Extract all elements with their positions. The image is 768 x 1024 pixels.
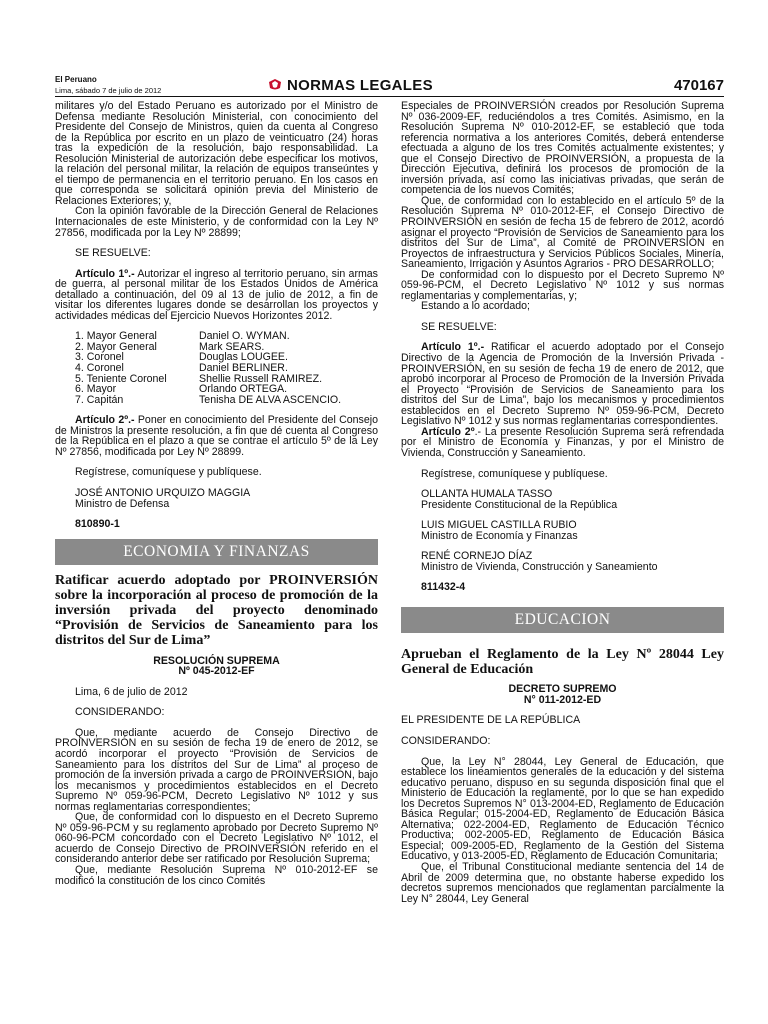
- list-item: 2. Mayor General Mark SEARS.: [75, 340, 265, 353]
- paragraph: Especiales de PROINVERSIÓN creados por Resolución Suprema Nº 036-2009-EF, reduciéndolos a tres Comités. Asimismo, en la Resolución Suprema Nº 010-2012-EF, se estableció que toda referencia normativa a los anteriores Comités, deberá entenderse efectuada a alguno de los tres Comités actualmente existentes; y que el Consejo Directivo de PROINVERSIÓN, a propuesta de la Dirección Ejecutiva, definirá los procesos de promoción de la inversión privada, así como las iniciativas privadas, que serán de competencia de los nuevos Comités;: [401, 100, 724, 197]
- article-text: Poner en conocimiento del Presidente del Consejo de Ministros la presente resolución, a fin que dé cuenta al Congreso de la República en el plazo a que se contrae el artículo 5º de la Ley Nº 27856, modificada por Ley Nº 28899.: [55, 414, 378, 458]
- section-title: NORMAS LEGALES: [287, 77, 433, 94]
- considering-heading: CONSIDERANDO:: [75, 706, 165, 719]
- signer-name: LUIS MIGUEL CASTILLA RUBIO: [421, 519, 577, 532]
- decree-title: DECRETO SUPREMO: [508, 683, 617, 696]
- list-item: 6. Mayor Orlando ORTEGA.: [75, 383, 288, 396]
- list-item: 4. Coronel Daniel BERLINER.: [75, 362, 288, 375]
- paragraph: Que, de conformidad con lo dispuesto en el Decreto Supremo Nº 059-96-PCM y su reglamento aprobado por Decreto Supremo Nº 060-96-PCM concordado con el Decreto Legislativo Nº 1012, el acuerdo de Consejo Directivo de PROINVERSIÓN referido en el considerando anterior debe ser ratificado por Resolución Suprema;: [55, 811, 378, 866]
- article-1: [401, 342, 724, 426]
- paragraph: Que, la Ley N° 28044, Ley General de Educación, que establece los lineamientos generales de la educación y del sistema educativo peruano, dispuso en su segunda disposición final que el Ministerio de Educación la reglamente, por lo que se han expedido los Decretos Supremos N° 013-2004-ED, Reglamento de Educación Básica Regular; 015-2004-ED, Reglamento de Educación Básica Alternativa; 022-2004-ED, Reglamento de Educación Técnico Productiva; 002-2005-ED, Reglamento de Educación Básica Especial; 009-2005-ED, Reglamento de la Gestión del Sistema Educativo, y 013-2005-ED, Reglamento de Educación Comunitaria;: [401, 755, 724, 863]
- article-label: Artículo 1º.-: [421, 341, 485, 354]
- personnel-list: [75, 331, 378, 405]
- section-banner: EDUCACION: [401, 607, 724, 633]
- paragraph: Estando a lo acordado;: [421, 300, 530, 313]
- paragraph: Que, el Tribunal Constitucional mediante sentencia del 14 de Abril de 2009 determina que, no obstante haberse expedido los decretos supremos mencionados que reglamentan parcialmente la Ley N° 28044, Ley General: [401, 861, 724, 905]
- president-heading: EL PRESIDENTE DE LA REPÚBLICA: [401, 714, 581, 727]
- left-column: [55, 101, 378, 886]
- article-headline: Aprueban el Reglamento de la Ley Nº 28044 Ley General de Educación: [401, 646, 724, 678]
- newspaper-page: [55, 0, 724, 1024]
- article-headline: Ratificar acuerdo adoptado por PROINVERSIÓN sobre la incorporación al proceso de promoción de la inversión privada del proyecto denominado “Provisión de Servicios de Saneamiento para los distritos del Sur de Lima”: [55, 572, 378, 649]
- decree-title: RESOLUCIÓN SUPREMA: [153, 654, 280, 667]
- document-code: 811432-4: [421, 581, 466, 594]
- coat-of-arms-icon: [267, 78, 283, 91]
- signer-title: Presidente Constitucional de la República: [421, 498, 618, 511]
- right-column: [401, 101, 724, 904]
- publication-date: Lima, sábado 7 de julio de 2012: [55, 86, 162, 95]
- page-number: 470167: [673, 77, 724, 94]
- considering-heading: CONSIDERANDO:: [401, 735, 491, 748]
- article-text: Ratificar el acuerdo adoptado por el Consejo Directivo de la Agencia de Promoción de la Inversión Privada - PROINVERSIÓN, en su sesión de fecha 19 de enero de 2012, que aprobó incorporar al Proceso de Promoción de la Inversión Privada el Proyecto “Provisión de Servicios de Saneamiento para los distritos del Sur de Lima”, bajo los mecanismos y procedimientos establecidos en el Decreto Supremo Nº 059-96-PCM, Decreto Legislativo Nº 1012 y sus normas reglamentarias correspondientes.: [401, 341, 724, 428]
- signer-title: Ministro de Vivienda, Construcción y Saneamiento: [421, 560, 658, 573]
- paragraph: militares y/o del Estado Peruano es autorizado por el Ministro de Defensa mediante Resolución Ministerial, con conocimiento del Presidente del Consejo de Ministros, quien da cuenta al Congreso de la República por escrito en un plazo de veinticuatro (24) horas tras la expedición de la resolución, bajo responsabilidad. La Resolución Ministerial de autorización debe especificar los motivos, la relación del personal militar, la relación de equipos transeúntes y el tiempo de permanencia en el territorio peruano. En los casos en que corresponda se solicitará opinión previa del Ministerio de Relaciones Exteriores; y,: [55, 100, 378, 207]
- decree-number: N° 011-2012-ED: [523, 693, 602, 706]
- list-item: 7. Capitán Tenisha DE ALVA ASCENCIO.: [75, 393, 342, 406]
- paragraph: Que, mediante Resolución Suprema Nº 010-2012-EF se modificó la constitución de los cinco Comités: [55, 864, 378, 887]
- resolve-heading: SE RESUELVE:: [75, 247, 151, 260]
- list-item: 1. Mayor General Daniel O. WYMAN.: [75, 330, 290, 343]
- article-label: Artículo 2º: [421, 425, 475, 438]
- article-2: [401, 427, 724, 459]
- place-date: Lima, 6 de julio de 2012: [75, 685, 188, 698]
- article-label: Artículo 2º.-: [75, 414, 135, 427]
- header-divider: [55, 96, 724, 97]
- signer-name: JOSÉ ANTONIO URQUIZO MAGGIA: [75, 486, 251, 499]
- page-header: [55, 75, 724, 97]
- paragraph: Con la opinión favorable de la Dirección General de Relaciones Internacionales de este Ministerio, y de conformidad con la Ley Nº 27856, modificada por la Ley Nº 28899;: [55, 205, 378, 239]
- article-label: Artículo 1º.-: [75, 267, 135, 280]
- paragraph: Que, de conformidad con lo establecido en el artículo 5º de la Resolución Suprema Nº 010-2012-EF, el Consejo Directivo de PROINVERSIÓN en sesión de fecha 15 de febrero de 2012, acordó asignar el proyecto “Provisión de Servicios de Saneamiento para los distritos del Sur de Lima”, al Comité de PROINVERSIÓN en Proyectos de infraestructura y Servicios Públicos Sociales, Minería, Saneamiento, Irrigación y Asuntos Agrarios - PRO DESARROLLO;: [401, 194, 724, 271]
- article-2: [55, 415, 378, 457]
- signer-name: RENÉ CORNEJO DÍAZ: [421, 550, 533, 563]
- signer-title: Ministro de Economía y Finanzas: [421, 529, 578, 542]
- resolve-heading: SE RESUELVE:: [421, 320, 497, 333]
- paragraph: De conformidad con lo dispuesto por el Decreto Supremo Nº 059-96-PCM, el Decreto Legislativo Nº 1012 y sus normas reglamentarias y complementarias, y;: [401, 268, 724, 302]
- signer-name: OLLANTA HUMALA TASSO: [421, 488, 553, 501]
- article-text: Autorizar el ingreso al territorio peruano, sin armas de guerra, al personal militar de los Estados Unidos de América detallado a continuación, del 09 al 13 de julio de 2012, a fin de visitar los diferentes lugares donde se desarrollan los proyectos y actividades médicas del Ejercicio Nuevos Horizontes 2012.: [55, 267, 378, 322]
- closing-formula: Regístrese, comuníquese y publíquese.: [75, 466, 262, 479]
- decree-number: Nº 045-2012-EF: [178, 665, 255, 678]
- section-banner: ECONOMIA Y FINANZAS: [55, 539, 378, 565]
- paragraph: Que, mediante acuerdo de Consejo Directivo de PROINVERSIÓN en su sesión de fecha 19 de enero de 2012, se acordó incorporar el proyecto “Provisión de Servicios de Saneamiento para los distritos del Sur de Lima” al proceso de promoción de la inversión privada a cargo de PROINVERSIÓN, bajo los mecanismos y procedimientos establecidos en el Decreto Supremo Nº 059-96-PCM, Decreto Legislativo Nº 1012 y sus normas reglamentarias correspondientes;: [55, 726, 378, 813]
- article-text: .- La presente Resolución Suprema será refrendada por el Ministro de Economía y Finanzas, y por el Ministro de Vivienda, Construcción y Saneamiento.: [401, 425, 724, 459]
- closing-formula: Regístrese, comuníquese y publíquese.: [421, 467, 608, 480]
- document-code: 810890-1: [75, 518, 120, 531]
- list-item: 3. Coronel Douglas LOUGEE.: [75, 351, 288, 364]
- article-1: [55, 269, 378, 322]
- publication-name: El Peruano: [55, 75, 97, 84]
- signer-title: Ministro de Defensa: [75, 497, 170, 510]
- list-item: 5. Teniente Coronel Shellie Russell RAMIREZ.: [75, 372, 323, 385]
